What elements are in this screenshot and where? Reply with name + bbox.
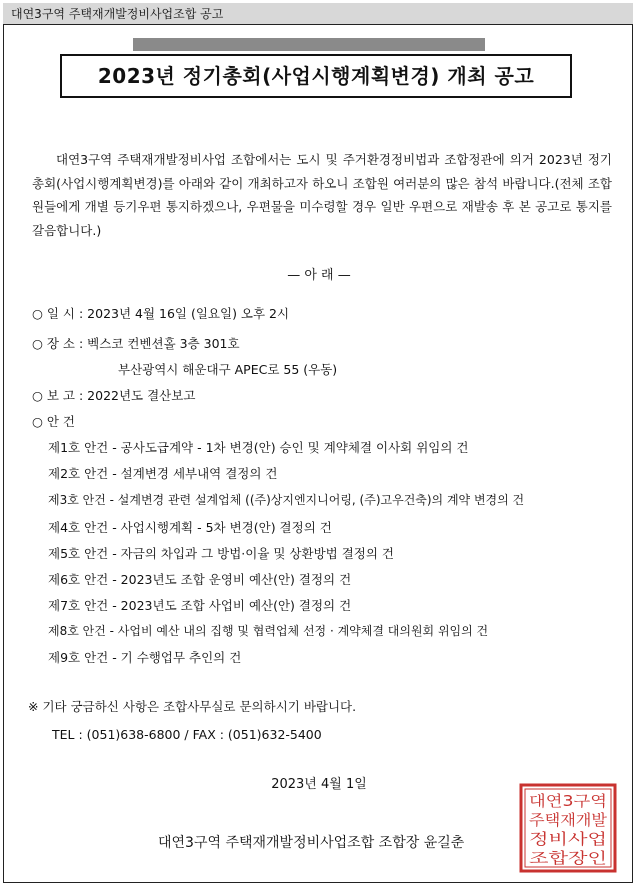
agenda-item: 제6호 안건 - 2023년도 조합 운영비 예산(안) 결정의 건 [48,572,352,587]
seal-text-row: 주택재개발 [529,811,608,829]
intro-text: 대연3구역 주택재개발정비사업 조합에서는 도시 및 주거환경정비법과 조합정관에 의거 2023년 정기총회(사업시행계획변경)를 아래와 같이 개최하고자 하오니 조합원 여러분의 많은 참석 바랍니다.(전체 조합원들에게 개별 등기우편 통지하겠으나, 우편물을 미수령할 경우 일반 우편으로 재발송 후 본 공고로 통지를 갈음합니다.) [32,152,612,238]
seal-text-row: 조합장인 [529,849,607,867]
agenda-item: 제5호 안건 - 자금의 차입과 그 방법·이율 및 상환방법 결정의 건 [48,546,394,561]
union-seal-icon [518,782,618,874]
agenda-item: 제1호 안건 - 공사도급계약 - 1차 변경(안) 승인 및 계약체결 이사회 위임의 건 [48,440,469,455]
agenda-heading: ○ 안 건 [32,414,76,429]
intro-paragraph [32,148,612,242]
agenda-item: 제2호 안건 - 설계변경 세부내역 결정의 건 [48,466,278,481]
notice-title: 2023년 정기총회(사업시행계획변경) 개최 공고 [60,54,572,98]
agenda-item: 제8호 안건 - 사업비 예산 내의 집행 및 협력업체 선정 · 계약체결 대의원회 위임의 건 [48,624,489,638]
address-item: 부산광역시 해운대구 APEC로 55 (우동) [118,362,338,377]
agenda-item: 제7호 안건 - 2023년도 조합 사업비 예산(안) 결정의 건 [48,598,352,613]
seal-text-row: 정비사업 [529,830,607,848]
section-separator: — 아 래 — [287,268,351,283]
agenda-item: 제4호 안건 - 사업시행계획 - 5차 변경(안) 결정의 건 [48,520,332,535]
agenda-item: 제9호 안건 - 기 수행업무 추인의 건 [48,650,242,665]
header-bar: 대연3구역 주택재개발정비사업조합 공고 [3,3,633,25]
date-item: ○ 일 시 : 2023년 4월 16일 (일요일) 오후 2시 [32,306,290,321]
inquiry-note: ※ 기타 궁금하신 사항은 조합사무실로 문의하시기 바랍니다. [28,699,357,714]
seal-text-row: 대연3구역 [529,792,607,810]
report-item: ○ 보 고 : 2022년도 결산보고 [32,388,196,403]
contact-line: TEL : (051)638-6800 / FAX : (051)632-5400 [52,727,322,742]
agenda-item: 제3호 안건 - 설계변경 관련 설계업체 ((주)상지엔지니어링, (주)고우건축)의 계약 변경의 건 [48,493,525,507]
notice-date: 2023년 4월 1일 [271,777,367,792]
place-item: ○ 장 소 : 벡스코 컨벤션홀 3층 301호 [32,336,240,351]
signature-line: 대연3구역 주택재개발정비사업조합 조합장 윤길춘 [158,835,465,851]
title-shade [133,38,485,51]
